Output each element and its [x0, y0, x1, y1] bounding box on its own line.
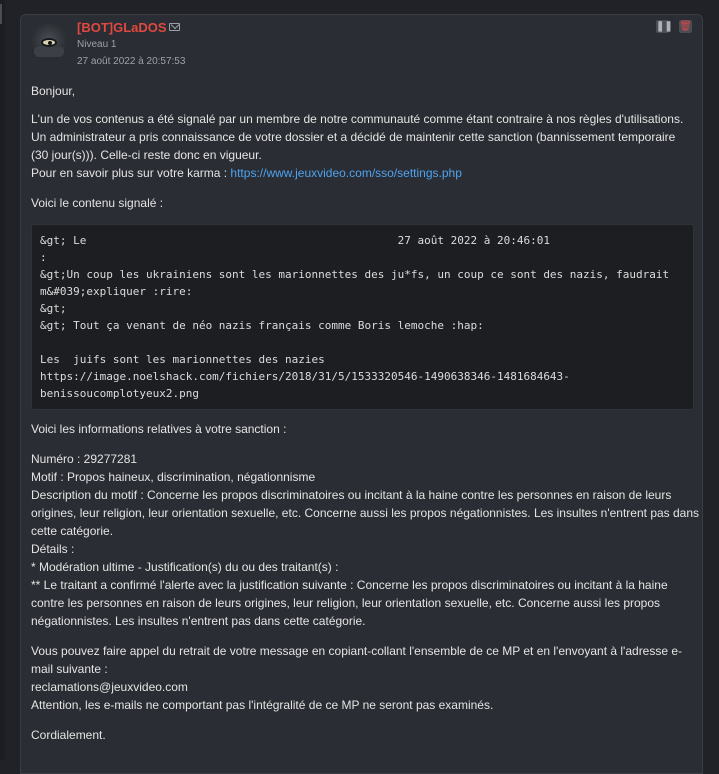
- karma-prefix: Pour en savoir plus sur votre karma :: [31, 166, 231, 180]
- sanction-line: origines, leur religion, leur orientation sexuelle, etc. Concerne aussi les propos négationnistes. Les insultes n'entrent pas dans: [31, 506, 700, 520]
- sanction-line: Numéro : 29277281: [31, 452, 138, 466]
- appeal-email: reclamations@jeuxvideo.com: [31, 680, 188, 694]
- sanction-line: Détails :: [31, 542, 75, 556]
- code-line: &gt; Tout ça venant de néo nazis français comme Boris lemoche :hap:: [40, 319, 484, 332]
- appeal-line: Vous pouvez faire appel du retrait de votre message en copiant-collant l'ensemble de ce MP et en l'envoyant à l'adresse e-: [31, 644, 683, 658]
- quote-icon[interactable]: ❚❚: [656, 21, 673, 32]
- sanction-line: contre les personnes en raison de leurs origines, leur religion, leur orientation sexuelle, etc. Concerne aussi les propos: [31, 596, 661, 610]
- avatar[interactable]: [30, 23, 68, 61]
- intro-line: Un administrateur a pris connaissance de votre dossier et a décidé de maintenir cette sanction (bannissement temporaire: [31, 130, 676, 144]
- author-level: Niveau 1: [77, 39, 117, 50]
- sanction-line: Description du motif : Concerne les propos discriminatoires ou incitant à la haine contre les personnes en raison de leurs: [31, 488, 672, 502]
- sanction-line: ** Le traitant a confirmé l'alerte avec la justification suivante : Concerne les propos discriminatoires ou incitant à la haine: [31, 578, 668, 592]
- content-header: Voici le contenu signalé :: [31, 196, 164, 210]
- left-rail: [0, 0, 5, 760]
- intro-line: L'un de vos contenus a été signalé par un membre de notre communauté comme étant contraire à nos règles d'utilisations.: [31, 112, 684, 126]
- code-line: &gt;Un coup les ukrainiens sont les marionnettes des ju*fs, un coup ce sont des nazis, faudrait: [40, 268, 670, 281]
- karma-line: [31, 164, 462, 182]
- code-line: &gt;: [40, 302, 67, 315]
- code-line: &gt; Le 27 août 2022 à 20:46:01: [40, 234, 550, 247]
- sanction-line: * Modération ultime - Justification(s) du ou des traitant(s) :: [31, 560, 339, 574]
- message-card: [20, 14, 703, 774]
- appeal-line: Attention, les e-mails ne comportant pas l'intégralité de ce MP ne seront pas examinés.: [31, 698, 494, 712]
- rail-notch: [0, 4, 2, 24]
- code-line: https://image.noelshack.com/fichiers/2018/31/5/1533320546-1490638346-1481684643-: [40, 370, 570, 383]
- reported-content-box: [31, 224, 694, 410]
- code-line: Les juifs sont les marionnettes des nazies: [40, 353, 325, 366]
- code-line: :: [40, 251, 47, 264]
- mail-icon[interactable]: [169, 23, 180, 31]
- greeting: Bonjour,: [31, 84, 76, 98]
- sanction-line: cette catégorie.: [31, 524, 114, 538]
- appeal-line: mail suivante :: [31, 662, 108, 676]
- karma-link[interactable]: https://www.jeuxvideo.com/sso/settings.php: [230, 166, 462, 180]
- avatar-arm: [34, 47, 64, 57]
- sanction-header: Voici les informations relatives à votre sanction :: [31, 422, 287, 436]
- closing: Cordialement.: [31, 728, 106, 742]
- sanction-line: Motif : Propos haineux, discrimination, négationnisme: [31, 470, 316, 484]
- avatar-eye: [41, 38, 57, 47]
- intro-line: (30 jour(s))). Celle-ci reste donc en vigueur.: [31, 148, 262, 162]
- author-name[interactable]: [BOT]GLaDOS: [77, 20, 167, 35]
- post-date: 27 août 2022 à 20:57:53: [77, 56, 186, 67]
- delete-icon[interactable]: 🗑: [679, 21, 692, 32]
- code-line: benissoucomplotyeux2.png: [40, 387, 199, 400]
- sanction-line: négationnistes. Les insultes n'entrent pas dans cette catégorie.: [31, 614, 366, 628]
- code-line: m&#039;expliquer :rire:: [40, 285, 193, 298]
